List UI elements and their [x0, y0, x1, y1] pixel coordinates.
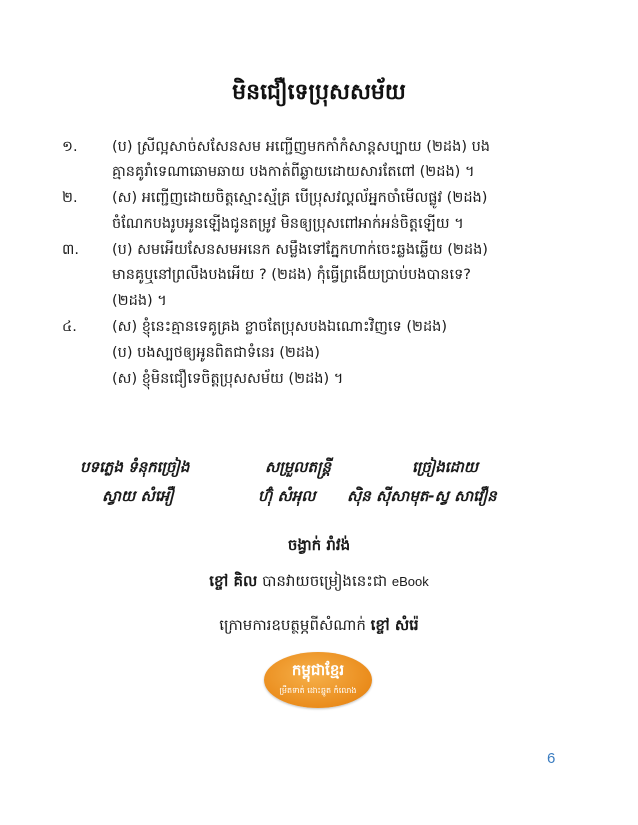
- ebook-text: បានវាយចម្រៀងនេះជា: [257, 572, 392, 590]
- typist-name: ខ្ចៅ គិល: [209, 572, 258, 590]
- page-number: 6: [547, 750, 556, 767]
- logo-title: កម្ពុជាខ្មែរ: [291, 661, 345, 679]
- verse-line: (ស) អញ្ជើញដោយចិត្តស្មោះស្ម័គ្រ បើប្រុសវល្គល័អ្នកចាំមើលផ្លូវ (២ដង): [112, 190, 488, 206]
- rhythm-line: ចង្វាក់ រាំវង់: [287, 536, 351, 554]
- ebook-label: eBook: [391, 574, 429, 589]
- verse-line: គ្មានគូរាំទេណាឆោមឆាយ បងកាត់ពីឆ្ងាយដោយសារតែពៅ (២ដង) ។: [112, 164, 475, 180]
- verse-number: ២.: [62, 190, 78, 206]
- kampuchea-logo: [264, 652, 372, 708]
- verse-number: ១.: [62, 139, 78, 155]
- lyrics-name: ស្វាយ សំអឿ: [102, 487, 174, 505]
- verse-line: ចំណែកបងរូបអូនឡើងជូនតម្រូវ មិនឲ្យប្រុសពៅអាក់អន់ចិត្តឡើយ ។: [112, 216, 464, 232]
- verse-line: (ស) ខ្ញុំនេះគ្មានទេគូគ្រង ខ្លាចតែប្រុសបងឯណោះវិញទេ (២ដង): [112, 319, 448, 335]
- verse-line: (ប) បងស្បថឲ្យអូនពិតជាទំនេរ (២ដង): [112, 345, 320, 361]
- verse-line: (ប) ស្រីល្អសាច់សសែនសម អញ្ជើញមកកាំកំសាន្តសប្បាយ (២ដង) បង: [112, 139, 491, 155]
- arrangement-label: សម្រួលតន្ត្រី: [265, 458, 332, 476]
- page-title: មិនជឿទេប្រុសសម័យ: [232, 80, 406, 105]
- singers-name: ស៊ិន ស៊ីសាមុត-ស្វ សាវឿន: [347, 487, 497, 505]
- lyrics-label: បទភ្លេង ទំនុកច្រៀង: [80, 458, 190, 476]
- verse-line: (ប) សមអើយសែនសមអនេក សម្លឹងទៅភ្នែកហាក់ចេះឆ្លងឆ្លើយ (២ដង): [112, 242, 488, 258]
- sponsor-line: [0, 616, 638, 638]
- verse-number: ៤.: [62, 319, 77, 335]
- verse-line: មានគូឬនៅព្រលឹងបងអើយ ? (២ដង) កុំធ្វើព្រងើយប្រាប់បងបានទេ?: [112, 267, 471, 283]
- verse-line: (ស) ខ្ញុំមិនជឿទេចិត្តប្រុសសម័យ (២ដង) ។: [112, 371, 344, 387]
- verse-line: (២ដង) ។: [112, 293, 167, 309]
- arrangement-name: ហ៊ុំ សំអុល: [258, 487, 316, 505]
- verse-number: ៣.: [62, 242, 79, 258]
- sponsor-name: ខ្ចៅ សំរ៉េ: [370, 616, 419, 634]
- logo-subtitle: ម្រឹតទាត់ ដោះឆ្នូត កំលោង: [279, 686, 357, 695]
- ebook-line: [0, 572, 638, 594]
- singers-label: ច្រៀងដោយ: [412, 458, 479, 476]
- sponsor-text: ក្រោមការឧបត្ថម្ភពីសំណាក់: [219, 616, 371, 634]
